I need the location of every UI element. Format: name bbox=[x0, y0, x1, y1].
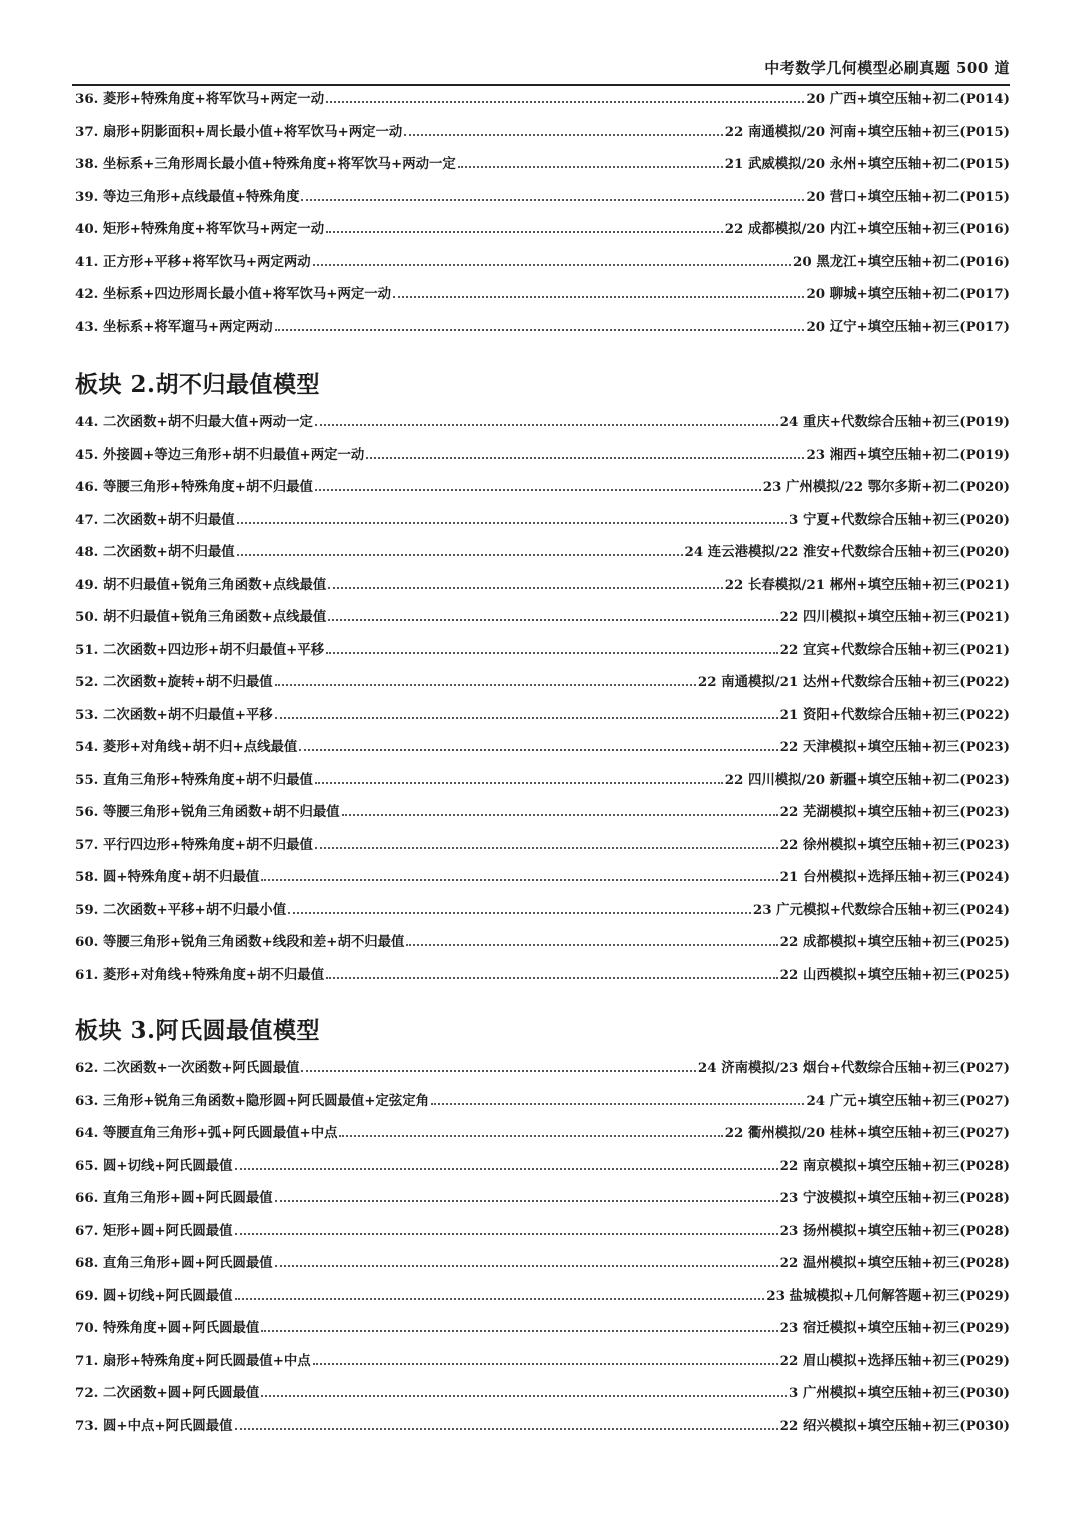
toc-entry-source-page: 22 南通模拟/20 河南+填空压轴+初三(P015) bbox=[724, 123, 1010, 140]
toc-entry bbox=[75, 218, 1010, 251]
toc-entry-source-page: 22 徐州模拟+填空压轴+初三(P023) bbox=[779, 836, 1010, 853]
toc-entry-topic: 44. 二次函数+胡不归最大值+两动一定 bbox=[75, 414, 313, 430]
toc-entry bbox=[75, 1252, 1010, 1285]
toc-entry-source-page: 22 成都模拟/20 内江+填空压轴+初三(P016) bbox=[724, 221, 1010, 237]
toc-entry bbox=[75, 574, 1010, 607]
toc-entry-source-page: 3 广州模拟+填空压轴+初三(P030) bbox=[788, 1385, 1010, 1401]
toc-entry-topic: 43. 坐标系+将军遛马+两定两动 bbox=[75, 318, 273, 335]
toc-entry-topic: 49. 胡不归最值+锐角三角函数+点线最值 bbox=[75, 576, 327, 593]
toc-entry bbox=[75, 186, 1010, 219]
toc-entry-source-page: 24 连云港模拟/22 淮安+代数综合压轴+初三(P020) bbox=[684, 544, 1010, 560]
toc-entry bbox=[75, 1155, 1010, 1188]
toc-entry-topic: 70. 特殊角度+圆+阿氏圆最值 bbox=[75, 1320, 260, 1336]
dot-leader bbox=[275, 329, 805, 331]
toc-entry-source-page: 23 湘西+填空压轴+初二(P019) bbox=[806, 446, 1010, 463]
toc-entry-topic: 48. 二次函数+胡不归最值 bbox=[75, 544, 235, 560]
toc-entry-topic: 42. 坐标系+四边形周长最小值+将军饮马+两定一动 bbox=[75, 286, 392, 302]
toc-entry-source-page: 22 芜湖模拟+填空压轴+初三(P023) bbox=[779, 804, 1010, 820]
toc-entry-source-page: 23 盐城模拟+几何解答题+初三(P029) bbox=[766, 1287, 1010, 1304]
dot-leader bbox=[431, 1103, 804, 1105]
toc-entry-source-page: 20 营口+填空压轴+初二(P015) bbox=[806, 188, 1010, 205]
toc-entry-topic: 61. 菱形+对角线+特殊角度+胡不归最值 bbox=[75, 966, 325, 983]
toc-entry bbox=[75, 1057, 1010, 1090]
toc-entry-source-page: 20 辽宁+填空压轴+初三(P017) bbox=[806, 318, 1010, 335]
toc-entry-topic: 53. 二次函数+胡不归最值+平移 bbox=[75, 706, 273, 723]
toc-entry-source-page: 22 衢州模拟/20 桂林+填空压轴+初三(P027) bbox=[724, 1125, 1010, 1141]
toc-entry bbox=[75, 1122, 1010, 1155]
toc-entry-source-page: 22 绍兴模拟+填空压轴+初三(P030) bbox=[779, 1417, 1010, 1434]
dot-leader bbox=[315, 847, 778, 849]
toc-entry bbox=[75, 671, 1010, 704]
toc-entry-topic: 59. 二次函数+平移+胡不归最小值 bbox=[75, 901, 287, 918]
dot-leader bbox=[261, 1330, 777, 1332]
toc-entry-topic: 52. 二次函数+旋转+胡不归最值 bbox=[75, 674, 273, 690]
dot-leader bbox=[326, 652, 778, 654]
dot-leader bbox=[275, 1200, 778, 1202]
toc-entry-source-page: 22 山西模拟+填空压轴+初三(P025) bbox=[779, 966, 1010, 983]
toc-entry-source-page: 22 天津模拟+填空压轴+初三(P023) bbox=[779, 739, 1010, 755]
toc-entry-topic: 67. 矩形+圆+阿氏圆最值 bbox=[75, 1222, 233, 1239]
toc-entry-topic: 37. 扇形+阴影面积+周长最小值+将军饮马+两定一动 bbox=[75, 123, 403, 140]
toc-entry-topic: 47. 二次函数+胡不归最值 bbox=[75, 511, 235, 528]
dot-leader bbox=[326, 231, 723, 233]
toc-entry bbox=[75, 316, 1010, 349]
toc-entry-topic: 41. 正方形+平移+将军饮马+两定两动 bbox=[75, 253, 311, 270]
toc-entry bbox=[75, 1350, 1010, 1383]
toc-entry bbox=[75, 476, 1010, 509]
toc-entry bbox=[75, 1317, 1010, 1350]
toc-entry-topic: 73. 圆+中点+阿氏圆最值 bbox=[75, 1417, 233, 1434]
toc-entry-source-page: 22 南通模拟/21 达州+代数综合压轴+初三(P022) bbox=[697, 674, 1010, 690]
dot-leader bbox=[275, 717, 778, 719]
dot-leader bbox=[237, 522, 787, 524]
toc-entry-source-page: 21 武威模拟/20 永州+填空压轴+初二(P015) bbox=[724, 156, 1010, 172]
dot-leader bbox=[342, 814, 778, 816]
toc-entry bbox=[75, 1220, 1010, 1253]
toc-entry-topic: 71. 扇形+特殊角度+阿氏圆最值+中点 bbox=[75, 1352, 311, 1369]
dot-leader bbox=[458, 166, 723, 168]
block-title-2: 板块 2.胡不归最值模型 bbox=[75, 371, 321, 398]
toc-entry bbox=[75, 704, 1010, 737]
toc-entry-source-page: 22 宜宾+代数综合压轴+初三(P021) bbox=[779, 641, 1010, 658]
toc-entry bbox=[75, 1415, 1010, 1448]
dot-leader bbox=[366, 457, 804, 459]
toc-entry-source-page: 24 广元+填空压轴+初三(P027) bbox=[806, 1092, 1010, 1109]
toc-entry-topic: 54. 菱形+对角线+胡不归+点线最值 bbox=[75, 739, 298, 755]
toc-entry-source-page: 3 宁夏+代数综合压轴+初三(P020) bbox=[788, 511, 1010, 528]
dot-leader bbox=[313, 264, 791, 266]
toc-entry bbox=[75, 411, 1010, 444]
toc-entry bbox=[75, 121, 1010, 154]
toc-entry bbox=[75, 1187, 1010, 1220]
toc-entry-topic: 51. 二次函数+四边形+胡不归最值+平移 bbox=[75, 641, 325, 658]
toc-entry-topic: 57. 平行四边形+特殊角度+胡不归最值 bbox=[75, 836, 313, 853]
toc-entry-source-page: 22 成都模拟+填空压轴+初三(P025) bbox=[779, 934, 1010, 950]
dot-leader bbox=[339, 1135, 722, 1137]
toc-entry bbox=[75, 899, 1010, 932]
toc-entry-source-page: 20 聊城+填空压轴+初二(P017) bbox=[806, 286, 1010, 302]
toc-entry bbox=[75, 834, 1010, 867]
dot-leader bbox=[235, 1298, 765, 1300]
toc-entry bbox=[75, 769, 1010, 802]
dot-leader bbox=[235, 1168, 778, 1170]
toc-entry-topic: 40. 矩形+特殊角度+将军饮马+两定一动 bbox=[75, 221, 325, 237]
dot-leader bbox=[406, 944, 777, 946]
toc-entry bbox=[75, 541, 1010, 574]
toc-entry-topic: 63. 三角形+锐角三角函数+隐形圆+阿氏圆最值+定弦定角 bbox=[75, 1092, 430, 1109]
dot-leader bbox=[235, 1233, 778, 1235]
toc-entry bbox=[75, 1090, 1010, 1123]
toc-section-1 bbox=[75, 88, 1010, 348]
toc-entry bbox=[75, 153, 1010, 186]
dot-leader bbox=[404, 134, 722, 136]
dot-leader bbox=[326, 977, 778, 979]
toc-entry bbox=[75, 444, 1010, 477]
dot-leader bbox=[261, 1395, 787, 1397]
toc-entry-source-page: 22 眉山模拟+选择压轴+初三(P029) bbox=[779, 1352, 1010, 1369]
toc-entry-source-page: 24 济南模拟/23 烟台+代数综合压轴+初三(P027) bbox=[697, 1060, 1010, 1076]
dot-leader bbox=[235, 1428, 778, 1430]
dot-leader bbox=[288, 912, 751, 914]
dot-leader bbox=[328, 619, 777, 621]
toc-entry-source-page: 20 黑龙江+填空压轴+初二(P016) bbox=[793, 253, 1010, 270]
dot-leader bbox=[328, 587, 722, 589]
toc-entry-topic: 36. 菱形+特殊角度+将军饮马+两定一动 bbox=[75, 91, 325, 107]
toc-section-2 bbox=[75, 411, 1010, 996]
toc-entry-source-page: 22 温州模拟+填空压轴+初三(P028) bbox=[779, 1255, 1010, 1271]
dot-leader bbox=[237, 554, 683, 556]
dot-leader bbox=[301, 199, 804, 201]
dot-leader bbox=[261, 879, 777, 881]
toc-entry-source-page: 22 南京模拟+填空压轴+初三(P028) bbox=[779, 1157, 1010, 1174]
toc-entry bbox=[75, 964, 1010, 997]
toc-entry-source-page: 22 四川模拟+填空压轴+初三(P021) bbox=[779, 609, 1010, 625]
book-title: 中考数学几何模型必刷真题 500 道 bbox=[764, 59, 1010, 77]
toc-entry bbox=[75, 88, 1010, 121]
toc-entry-source-page: 24 重庆+代数综合压轴+初三(P019) bbox=[779, 414, 1010, 430]
toc-entry bbox=[75, 283, 1010, 316]
dot-leader bbox=[301, 1070, 695, 1072]
toc-section-3 bbox=[75, 1057, 1010, 1447]
toc-entry bbox=[75, 1285, 1010, 1318]
dot-leader bbox=[315, 424, 778, 426]
block-title-3: 板块 3.阿氏圆最值模型 bbox=[75, 1017, 321, 1044]
dot-leader bbox=[315, 782, 723, 784]
toc-entry-source-page: 22 四川模拟/20 新疆+填空压轴+初二(P023) bbox=[724, 771, 1010, 788]
dot-leader bbox=[313, 1363, 778, 1365]
toc-entry-topic: 58. 圆+特殊角度+胡不归最值 bbox=[75, 869, 260, 885]
toc-entry-topic: 38. 坐标系+三角形周长最小值+特殊角度+将军饮马+两动一定 bbox=[75, 156, 456, 172]
dot-leader bbox=[275, 684, 696, 686]
toc-entry-source-page: 23 扬州模拟+填空压轴+初三(P028) bbox=[779, 1222, 1010, 1239]
toc-entry bbox=[75, 801, 1010, 834]
toc-entry-topic: 60. 等腰三角形+锐角三角函数+线段和差+胡不归最值 bbox=[75, 934, 405, 950]
toc-entry bbox=[75, 736, 1010, 769]
dot-leader bbox=[315, 489, 761, 491]
toc-entry-source-page: 21 资阳+代数综合压轴+初三(P022) bbox=[779, 706, 1010, 723]
toc-entry-topic: 68. 直角三角形+圆+阿氏圆最值 bbox=[75, 1255, 273, 1271]
toc-entry-source-page: 21 台州模拟+选择压轴+初三(P024) bbox=[779, 869, 1010, 885]
toc-entry-source-page: 22 长春模拟/21 郴州+填空压轴+初三(P021) bbox=[724, 576, 1010, 593]
toc-entry-source-page: 23 广州模拟/22 鄂尔多斯+初二(P020) bbox=[762, 479, 1010, 495]
toc-entry-topic: 65. 圆+切线+阿氏圆最值 bbox=[75, 1157, 233, 1174]
toc-entry-topic: 64. 等腰直角三角形+弧+阿氏圆最值+中点 bbox=[75, 1125, 338, 1141]
toc-entry-source-page: 23 宿迁模拟+填空压轴+初三(P029) bbox=[779, 1320, 1010, 1336]
page-header bbox=[72, 52, 1010, 86]
toc-entry bbox=[75, 1382, 1010, 1415]
toc-entry-topic: 55. 直角三角形+特殊角度+胡不归最值 bbox=[75, 771, 313, 788]
toc-entry bbox=[75, 251, 1010, 284]
toc-entry-source-page: 20 广西+填空压轴+初二(P014) bbox=[806, 91, 1010, 107]
dot-leader bbox=[299, 749, 777, 751]
dot-leader bbox=[275, 1265, 778, 1267]
toc-entry-topic: 56. 等腰三角形+锐角三角函数+胡不归最值 bbox=[75, 804, 340, 820]
toc-entry bbox=[75, 606, 1010, 639]
toc-entry-topic: 62. 二次函数+一次函数+阿氏圆最值 bbox=[75, 1060, 300, 1076]
toc-entry-topic: 69. 圆+切线+阿氏圆最值 bbox=[75, 1287, 233, 1304]
toc-entry-topic: 39. 等边三角形+点线最值+特殊角度 bbox=[75, 188, 300, 205]
dot-leader bbox=[326, 101, 804, 103]
toc-entry-topic: 45. 外接圆+等边三角形+胡不归最值+两定一动 bbox=[75, 446, 365, 463]
toc-entry-topic: 50. 胡不归最值+锐角三角函数+点线最值 bbox=[75, 609, 327, 625]
toc-entry-source-page: 23 宁波模拟+填空压轴+初三(P028) bbox=[779, 1190, 1010, 1206]
toc-entry bbox=[75, 931, 1010, 964]
toc-entry-source-page: 23 广元模拟+代数综合压轴+初三(P024) bbox=[752, 901, 1010, 918]
toc-entry-topic: 46. 等腰三角形+特殊角度+胡不归最值 bbox=[75, 479, 313, 495]
dot-leader bbox=[393, 296, 804, 298]
toc-entry bbox=[75, 509, 1010, 542]
toc-entry-topic: 72. 二次函数+圆+阿氏圆最值 bbox=[75, 1385, 260, 1401]
toc-entry bbox=[75, 866, 1010, 899]
toc-entry bbox=[75, 639, 1010, 672]
toc-entry-topic: 66. 直角三角形+圆+阿氏圆最值 bbox=[75, 1190, 273, 1206]
